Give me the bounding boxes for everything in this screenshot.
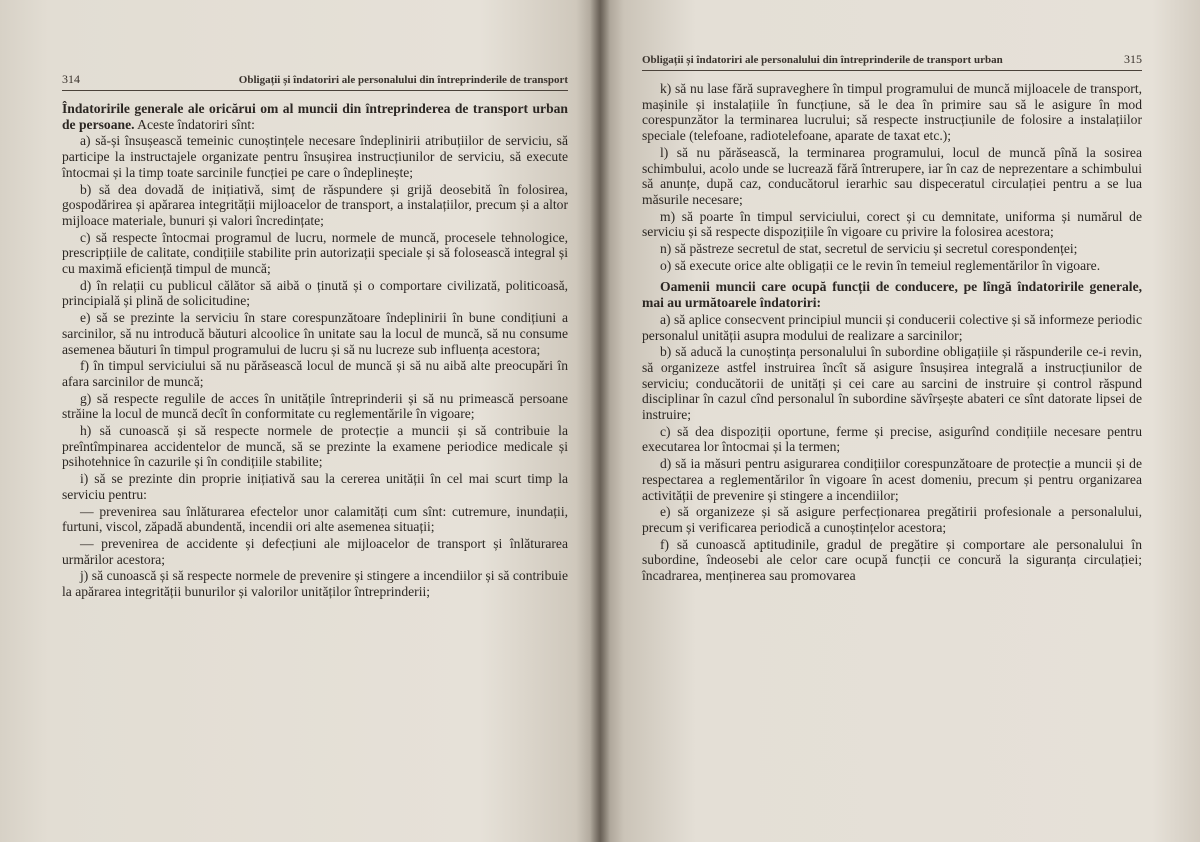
- paragraph-i-dash-2: — prevenirea de accidente și defecțiuni ale mijloacelor de transport și înlăturarea urmărilor acestora;: [62, 535, 568, 567]
- paragraph-g: g) să respecte regulile de acces în unitățile întreprinderii și să nu primească persoane străine la locul de muncă decît în conformitate cu reglementările în vigoare;: [62, 390, 568, 422]
- left-intro-paragraph: [62, 101, 568, 132]
- paragraph-n: n) să păstreze secretul de stat, secretul de serviciu și secretul corespondenței;: [660, 241, 1078, 257]
- paragraph-b: b) să dea dovadă de inițiativă, simț de răspundere și grijă deosebită în folosirea, gospodărirea și apărarea integrității mijloacelor de transport, a instalațiilor, precum și a altor mijloace materiale, bunuri și valori încredințate;: [62, 181, 568, 228]
- paragraph-a: a) să-și însușească temeinic cunoștințele necesare îndeplinirii atribuțiilor de serviciu, să participe la instructajele organizate pentru însușirea instrucțiunilor de serviciu, să execute întocmai și la timp toate sarcinile funcției pe care o îndeplinește;: [62, 133, 568, 180]
- right-running-head-title: Obligații și îndatoriri ale personalului din întreprinderile de transport urban: [642, 54, 1003, 66]
- paragraph-k: k) să nu lase fără supraveghere în timpul programului de muncă mijloacele de transport, mașinile și instalațiile în funcțiune, să le dea în primire sau să le asigure în mod corespunzător la terminarea lucrului; să respecte instrucțiunile de folosire a instalațiilor speciale (telefoane, radiotelefoane, aparate de taxat etc.);: [642, 81, 1142, 144]
- management-heading: Oamenii muncii care ocupă funcții de conducere, pe lîngă îndatoririle generale, mai au următoarele îndatoriri:: [642, 279, 1142, 311]
- left-body-text: [62, 101, 568, 600]
- mgmt-paragraph-a: a) să aplice consecvent principiul muncii și conducerii colective și să informeze periodic personalul unității asupra modului de realizare a sarcinilor;: [642, 311, 1142, 343]
- paragraph-m: m) să poarte în timpul serviciului, corect și cu demnitate, uniforma și numărul de serviciu și să respecte dispozițiile în vigoare cu privire la folosirea acestora;: [642, 208, 1142, 240]
- paragraph-j: j) să cunoască și să respecte normele de prevenire și stingere a incendiilor și să contribuie la apărarea integrității bunurilor și valorilor unităților întreprinderii;: [62, 568, 568, 600]
- right-page-number: 315: [1124, 52, 1142, 66]
- mgmt-paragraph-e: e) să organizeze și să asigure perfecționarea pregătirii profesionale a personalului, precum și verificarea periodică a cunoștințelor acestora;: [642, 504, 1142, 535]
- intro-rest: Aceste îndatoriri sînt:: [134, 116, 255, 132]
- right-running-head: [642, 52, 1142, 71]
- paragraph-o: o) să execute orice alte obligații ce le revin în temeiul reglementărilor în vigoare.: [660, 257, 1101, 273]
- paragraph-i-dash-1: — prevenirea sau înlăturarea efectelor unor calamități cum sînt: cutremure, inundații, furtuni, viscol, zăpadă abundentă, incendii ori alte asemenea situații;: [62, 503, 568, 535]
- mgmt-paragraph-b: b) să aducă la cunoștința personalului în subordine obligațiile și răspunderile ce-i revin, să organizeze astfel instruirea încît să asigure însușirea integrală a instrucțiunilor de serviciu; conducătorii de unități și cei care au sarcini de instruire și control răspund disciplinar în cazul cînd personalul în subordine săvîrșește abateri ce sînt datorate lipsei de instruire;: [642, 344, 1142, 423]
- paragraph-l: l) să nu părăsească, la terminarea programului, locul de muncă pînă la sosirea schimbului, acolo unde se lucrează fără întrerupere, iar în caz de neprezentare a schimbului să anunțe, după caz, conducătorul ierarhic sau dispeceratul circulației pentru a se lua măsurile necesare;: [642, 144, 1142, 207]
- left-running-head-title: Obligații și îndatoriri ale personalului din întreprinderile de transport: [238, 74, 568, 86]
- paragraph-f: f) în timpul serviciului să nu părăsească locul de muncă și să nu aibă alte preocupări în afara sarcinilor de muncă;: [62, 358, 568, 389]
- right-body-text: [642, 81, 1142, 584]
- mgmt-paragraph-f: f) să cunoască aptitudinile, gradul de pregătire și comportare ale personalului în subordine, îndeosebi ale celor care ocupă funcții ce concură la siguranța circulației; încadrarea, menținerea sau promovarea: [642, 536, 1142, 584]
- left-running-head: [62, 72, 568, 91]
- mgmt-paragraph-d: d) să ia măsuri pentru asigurarea condițiilor corespunzătoare de protecție a muncii și de respectarea a reglementărilor în vigoare în acest domeniu, precum și pentru organizarea activității de prevenire și stingere a incendiilor;: [642, 456, 1142, 503]
- intro-bold-heading: Îndatoririle generale ale oricărui om al muncii din întreprinderea de transport urban de persoane.: [62, 101, 568, 132]
- paragraph-h: h) să cunoască și să respecte normele de protecție a muncii și să contribuie la preîntîmpinarea accidentelor de muncă, să se prezinte la examene periodice medicale și psihotehnice în cazurile și în condițiile stabilite;: [62, 423, 568, 470]
- mgmt-paragraph-c: c) să dea dispoziții oportune, ferme și precise, asigurînd condițiile necesare pentru executarea lor întocmai și la termen;: [642, 423, 1142, 455]
- paragraph-e: e) să se prezinte la serviciu în stare corespunzătoare îndeplinirii în bune condițiuni a sarcinilor, să nu introducă băuturi alcoolice în unitate sau la locul de muncă, să nu consume asemenea băuturi în timpul programului de lucru și să nu lucreze sub influența acestora;: [62, 310, 568, 357]
- right-page: [600, 0, 1200, 842]
- paragraph-i: i) să se prezinte din proprie inițiativă sau la cererea unității în cel mai scurt timp la serviciu pentru:: [62, 471, 568, 502]
- paragraph-c: c) să respecte întocmai programul de lucru, normele de muncă, procesele tehnologice, prescripțiile de calitate, condițiile stabilite prin autorizații speciale și să folosească integral și cu maximă eficiență timpul de muncă;: [62, 229, 568, 277]
- left-page-number: 314: [62, 72, 80, 86]
- paragraph-d: d) în relații cu publicul călător să aibă o ținută și o comportare civilizată, politicoasă, principială și plină de solicitudine;: [62, 277, 568, 309]
